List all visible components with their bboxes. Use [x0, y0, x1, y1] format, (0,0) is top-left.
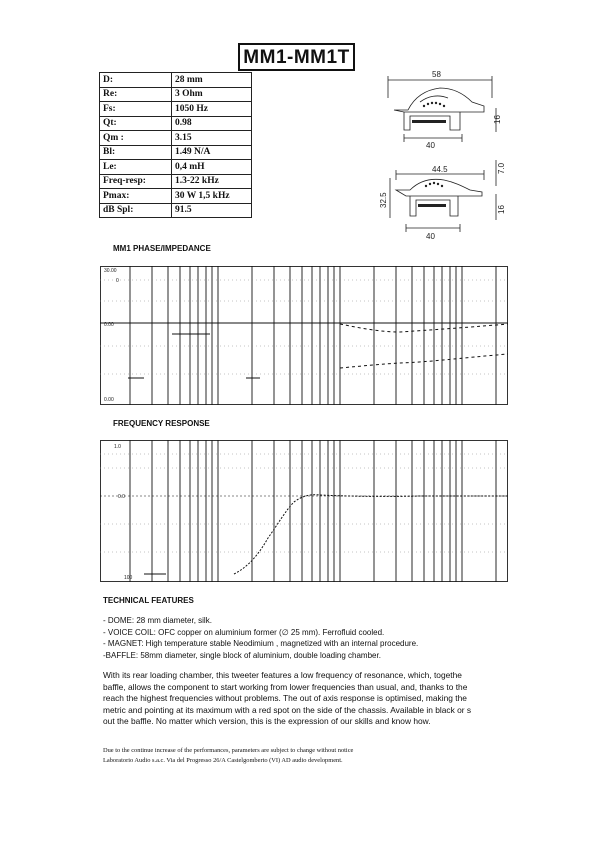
- parameter-row: [100, 131, 252, 146]
- feature-voice-coil: - VOICE COIL: OFC copper on aluminium former (∅ 25 mm). Ferrofluid cooled.: [103, 627, 385, 637]
- svg-text:30.00: 30.00: [104, 268, 117, 274]
- parameter-value: 3 Ohm: [172, 87, 252, 102]
- parameter-value: 1.3-22 kHz: [172, 174, 252, 189]
- features-title: TECHNICAL FEATURES: [103, 596, 194, 605]
- parameter-value: 0,4 mH: [172, 160, 252, 175]
- parameter-value: 28 mm: [172, 73, 252, 88]
- dim-bottom-left: 32.5: [379, 192, 388, 208]
- svg-text:0.00: 0.00: [104, 322, 114, 328]
- parameter-row: [100, 189, 252, 204]
- dim-top-height: 16: [493, 115, 502, 124]
- feature-baffle: -BAFFLE: 58mm diameter, single block of aluminium, double loading chamber.: [103, 650, 381, 660]
- parameters-table: [99, 72, 252, 218]
- paragraph-line: With its rear loading chamber, this tweeter features a low frequency of resonance, which, togethe: [103, 670, 462, 680]
- page-title: MM1-MM1T: [238, 43, 355, 71]
- footer-address: Laboratorio Audio s.a.c. Via del Progresso 26/A Castelgomberto (VI) AD audio development.: [103, 756, 343, 764]
- parameter-name: Qt:: [100, 116, 172, 131]
- features-list: [103, 615, 418, 661]
- svg-text:0.0: 0.0: [118, 494, 125, 500]
- feature-dome: - DOME: 28 mm diameter, silk.: [103, 616, 212, 625]
- dim-top-base: 40: [426, 141, 435, 150]
- dim-bottom-top: 7.0: [497, 162, 506, 174]
- parameter-row: [100, 160, 252, 175]
- parameter-value: 3.15: [172, 131, 252, 146]
- parameter-row: [100, 116, 252, 131]
- parameter-row: [100, 73, 252, 88]
- impedance-graph: [100, 266, 508, 405]
- feature-magnet: - MAGNET: High temperature stable Neodimium , magnetized with an internal procedure.: [103, 639, 419, 648]
- dim-bottom-right: 16: [497, 205, 506, 214]
- frequency-section-title: FREQUENCY RESPONSE: [113, 419, 210, 428]
- paragraph-line: baffle, allows the component to start working from lower frequencies than usual, and, thanks to the: [103, 681, 468, 692]
- parameter-name: dB Spl:: [100, 203, 172, 218]
- svg-text:1.0: 1.0: [114, 444, 121, 450]
- paragraph-line: out the baffle. No matter which version, this is the expression of our skills and know how.: [103, 716, 431, 726]
- parameter-name: Freq-resp:: [100, 174, 172, 189]
- frequency-response-graph: [100, 440, 508, 582]
- parameter-row: [100, 203, 252, 218]
- parameter-value: 1050 Hz: [172, 102, 252, 117]
- parameter-row: [100, 87, 252, 102]
- parameter-row: [100, 174, 252, 189]
- parameter-name: Re:: [100, 87, 172, 102]
- svg-text:0: 0: [116, 278, 119, 284]
- svg-text:0.00: 0.00: [104, 397, 114, 403]
- tweeter-dimension-drawing: [380, 68, 510, 246]
- parameter-value: 30 W 1,5 kHz: [172, 189, 252, 204]
- dim-bottom-width: 44.5: [432, 165, 448, 174]
- paragraph-line: reach the highest frequencies without problems. The out of axis response is optimised, making the: [103, 693, 467, 703]
- parameter-value: 1.49 N/A: [172, 145, 252, 160]
- svg-text:100: 100: [124, 575, 133, 581]
- footer-notice: Due to the continue increase of the performances, parameters are subject to change without notice: [103, 747, 354, 754]
- parameter-value: 0.98: [172, 116, 252, 131]
- parameter-name: Pmax:: [100, 189, 172, 204]
- dim-top-width: 58: [432, 70, 441, 79]
- impedance-section-title: MM1 PHASE/IMPEDANCE: [113, 244, 211, 253]
- description-paragraph: [103, 670, 507, 728]
- footer: [103, 746, 353, 765]
- dim-bottom-base: 40: [426, 232, 435, 241]
- parameter-name: Bl:: [100, 145, 172, 160]
- parameter-name: Le:: [100, 160, 172, 175]
- parameter-row: [100, 102, 252, 117]
- parameter-name: D:: [100, 73, 172, 88]
- parameter-value: 91.5: [172, 203, 252, 218]
- parameter-name: Fs:: [100, 102, 172, 117]
- parameter-name: Qm :: [100, 131, 172, 146]
- parameter-row: [100, 145, 252, 160]
- paragraph-line: metric and pointing at its maximum with a red spot on the side of the chassis. Available in black or s: [103, 704, 472, 715]
